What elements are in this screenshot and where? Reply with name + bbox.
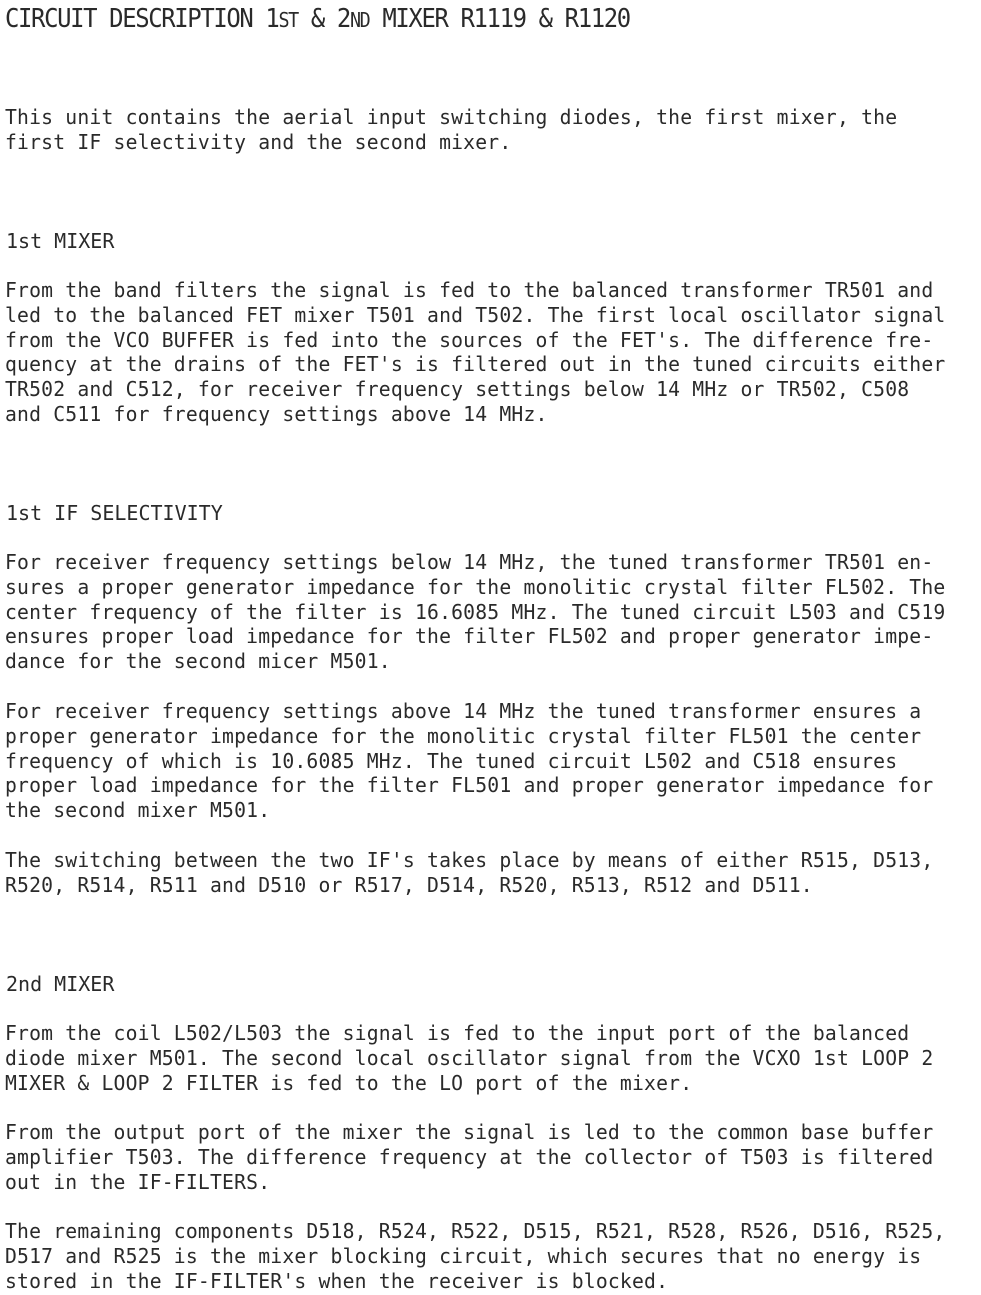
paragraph-mixer-blocking xyxy=(5,1219,945,1293)
text-line: amplifier T503. The difference frequency at the collector of T503 is filtered xyxy=(5,1144,934,1169)
intro-paragraph xyxy=(5,105,897,155)
text-line: first IF selectivity and the second mixer. xyxy=(5,129,512,154)
text-line: ensures proper load impedance for the filter FL502 and proper generator impe- xyxy=(5,624,934,649)
text-line: quency at the drains of the FET's is filtered out in the tuned circuits either xyxy=(5,352,946,377)
text-line: sures a proper generator impedance for the monolitic crystal filter FL502. The xyxy=(5,574,946,599)
text-line: From the coil L502/L503 the signal is fed to the input port of the balanced xyxy=(5,1021,910,1045)
title-superscript-1: ST xyxy=(278,8,298,32)
paragraph-if-above-14mhz xyxy=(5,699,933,823)
title-part-3: MIXER R1119 & R1120 xyxy=(369,4,630,34)
section-heading-1st-mixer: 1st MIXER xyxy=(6,229,115,253)
text-line: out in the IF-FILTERS. xyxy=(5,1169,271,1194)
text-line: from the VCO BUFFER is fed into the sources of the FET's. The difference fre- xyxy=(5,327,934,352)
text-line: the second mixer M501. xyxy=(5,798,271,823)
paragraph-if-below-14mhz xyxy=(5,550,945,674)
text-line: R520, R514, R511 and D510 or R517, D514, R520, R513, R512 and D511. xyxy=(5,872,813,897)
text-line: dance for the second micer M501. xyxy=(5,649,391,674)
page-title xyxy=(5,2,630,37)
title-superscript-2: ND xyxy=(349,8,370,32)
text-line: The switching between the two IF's takes place by means of either R515, D513, xyxy=(5,848,934,872)
paragraph-1st-mixer xyxy=(5,278,945,427)
text-line: TR502 and C512, for receiver frequency settings below 14 MHz or TR502, C508 xyxy=(5,377,910,402)
text-line: proper load impedance for the filter FL501 and proper generator impedance for xyxy=(5,773,934,798)
text-line: stored in the IF-FILTER's when the receiver is blocked. xyxy=(5,1268,669,1293)
text-line: This unit contains the aerial input switching diodes, the first mixer, the xyxy=(5,105,898,129)
paragraph-2nd-mixer-input xyxy=(5,1021,933,1095)
text-line: From the output port of the mixer the signal is led to the common base buffer xyxy=(5,1120,934,1144)
text-line: frequency of which is 10.6085 MHz. The tuned circuit L502 and C518 ensures xyxy=(5,748,898,773)
text-line: For receiver frequency settings above 14 MHz the tuned transformer ensures a xyxy=(5,699,922,723)
text-line: MIXER & LOOP 2 FILTER is fed to the LO port of the mixer. xyxy=(5,1070,693,1095)
text-line: center frequency of the filter is 16.6085 MHz. The tuned circuit L503 and C519 xyxy=(5,599,946,624)
section-heading-2nd-mixer: 2nd MIXER xyxy=(6,972,115,996)
title-part-2: & 2 xyxy=(297,4,350,34)
text-line: led to the balanced FET mixer T501 and T502. The first local oscillator signal xyxy=(5,302,946,327)
text-line: From the band filters the signal is fed to the balanced transformer TR501 and xyxy=(5,278,934,302)
paragraph-if-switching xyxy=(5,848,933,898)
section-heading-1st-if-selectivity: 1st IF SELECTIVITY xyxy=(6,501,223,525)
text-line: D517 and R525 is the mixer blocking circuit, which secures that no energy is xyxy=(5,1243,922,1268)
text-line: and C511 for frequency settings above 14 MHz. xyxy=(5,401,548,426)
text-line: The remaining components D518, R524, R522, D515, R521, R528, R526, D516, R525, xyxy=(5,1219,946,1243)
text-line: For receiver frequency settings below 14 MHz, the tuned transformer TR501 en- xyxy=(5,550,934,574)
title-part-1: CIRCUIT DESCRIPTION 1 xyxy=(5,4,279,34)
paragraph-2nd-mixer-output xyxy=(5,1120,933,1194)
text-line: proper generator impedance for the monolitic crystal filter FL501 the center xyxy=(5,723,922,748)
text-line: diode mixer M501. The second local oscillator signal from the VCXO 1st LOOP 2 xyxy=(5,1045,934,1070)
